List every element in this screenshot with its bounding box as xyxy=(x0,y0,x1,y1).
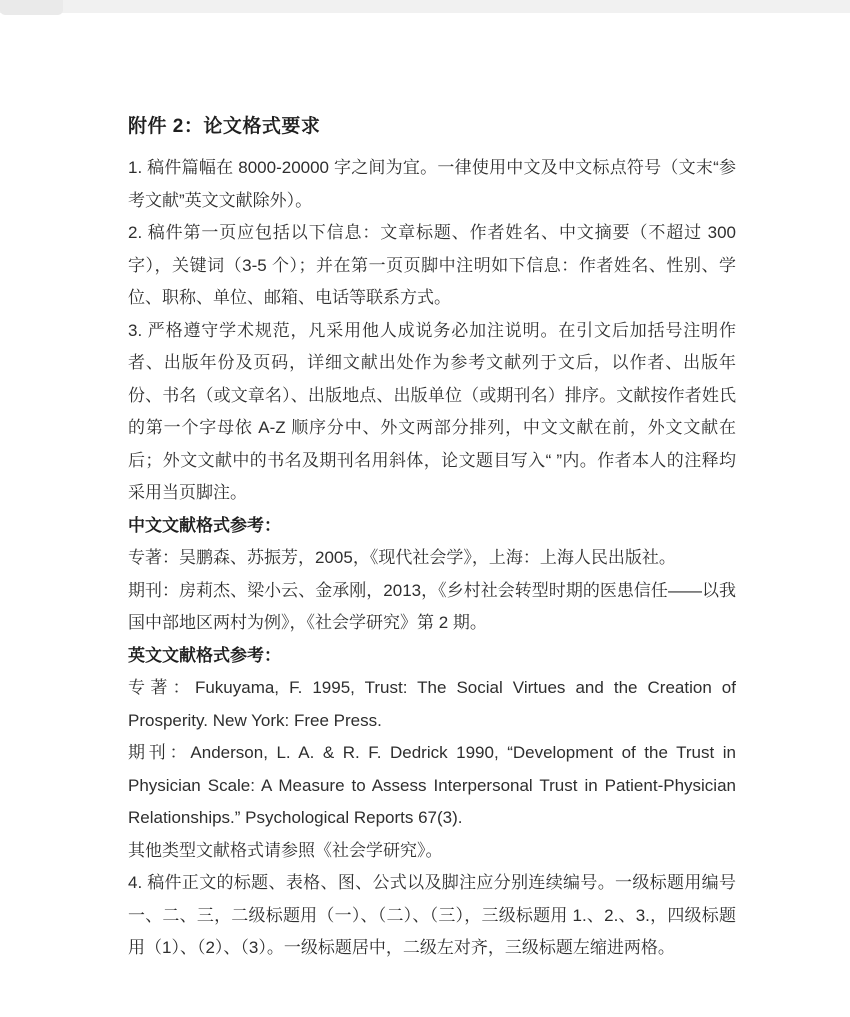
window-chrome-strip xyxy=(0,0,850,13)
window-chrome-tab xyxy=(0,0,63,15)
section-heading: 中文文献格式参考： xyxy=(128,515,281,535)
page-title: 附件 2：论文格式要求 xyxy=(128,116,321,137)
paragraph: 3. 严格遵守学术规范，凡采用他人成说务必加注说明。在引文后加括号注明作者、出版年份及页码，详细文献出处作为参考文献列于文后，以作者、出版年份、书名（或文章名）、出版地点、出版单位（或期刊名）排序。文献按作者姓氏的第一个字母依 A-Z 顺序分中、外文两部分排列，中文文献在前，外文文献在后；外文文献中的书名及期刊名用斜体，论文题目写入“ ”内。作者本人的注释均采用当页脚注。 xyxy=(128,320,736,502)
paragraph: 专著：吴鹏森、苏振芳，2005，《现代社会学》，上海：上海人民出版社。 xyxy=(128,548,676,567)
paragraph: 期刊：房莉杰、梁小云、金承刚，2013，《乡村社会转型时期的医患信任——以我国中部地区两村为例》，《社会学研究》第 2 期。 xyxy=(128,580,736,632)
paragraph: 其他类型文献格式请参照《社会学研究》。 xyxy=(128,840,443,860)
paragraph: 2. 稿件第一页应包括以下信息：文章标题、作者姓名、中文摘要（不超过 300 字），关键词（3-5 个）；并在第一页页脚中注明如下信息：作者姓名、性别、学位、职称、单位、邮箱、电话等联系方式。 xyxy=(128,223,736,307)
paragraph: 4. 稿件正文的标题、表格、图、公式以及脚注应分别连续编号。一级标题用编号一、二、三，二级标题用（一）、（二）、（三），三级标题用 1.、2.、3.，四级标题用（1）、（2）、（3）。一级标题居中，二级左对齐，三级标题左缩进两格。 xyxy=(128,873,736,957)
section-heading: 英文文献格式参考： xyxy=(128,645,281,665)
paragraph: 期刊：Anderson, L. A. & R. F. Dedrick 1990, “Development of the Trust in Physician Scale: A Measure to Assess Interpersonal Trust in Patient-Physician Relationships.” Psychological Reports 67(3). xyxy=(128,743,736,827)
paragraph: 专著：Fukuyama, F. 1995, Trust: The Social Virtues and the Creation of Prosperity. New York: Free Press. xyxy=(128,678,736,730)
paragraph: 1. 稿件篇幅在 8000-20000 字之间为宜。一律使用中文及中文标点符号（文末“参考文献”英文文献除外）。 xyxy=(128,158,736,210)
document-body xyxy=(128,110,736,965)
